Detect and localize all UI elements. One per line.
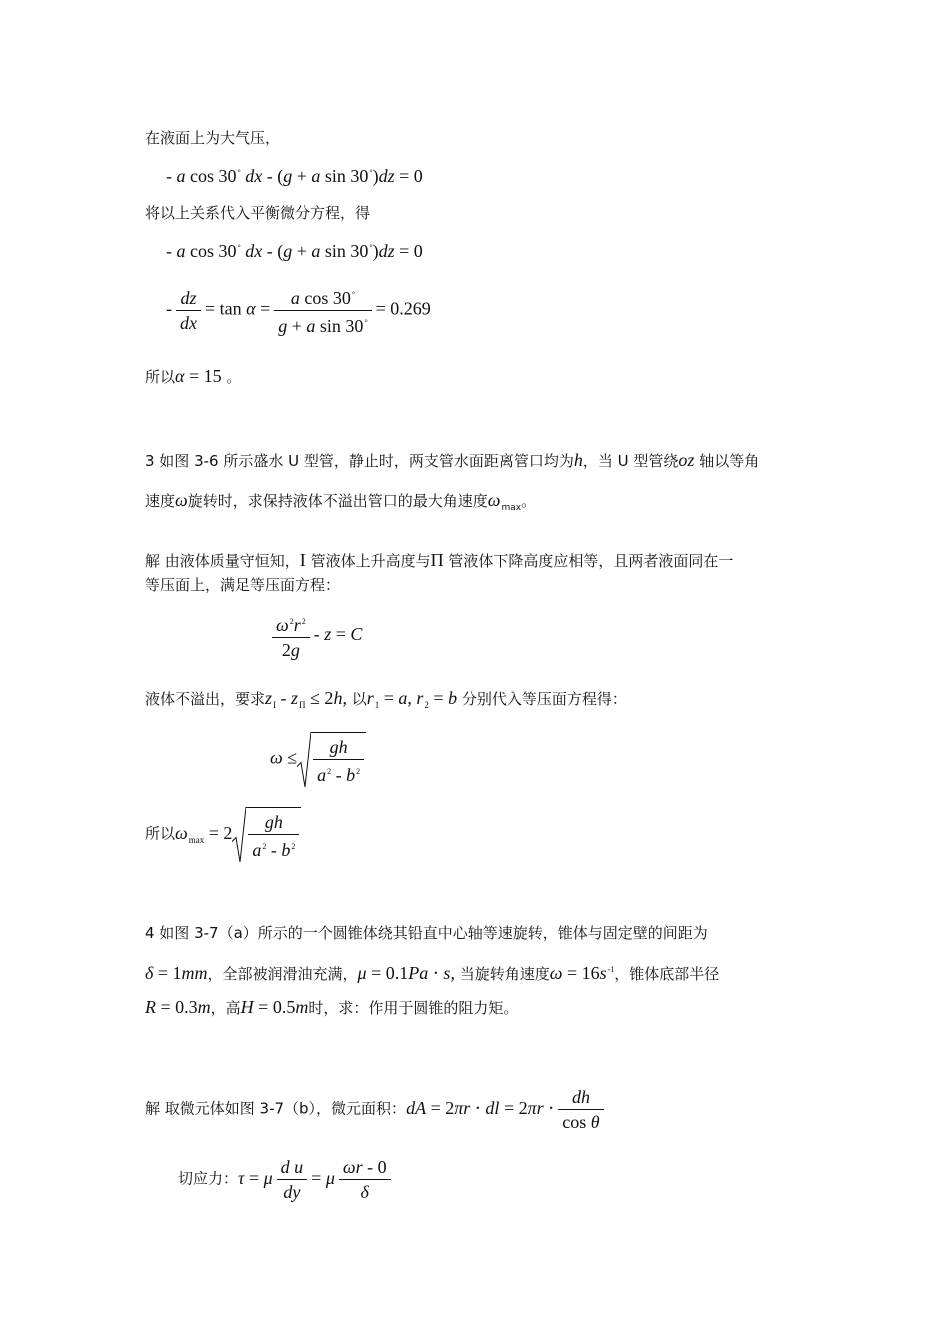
q3-solution-line1: 解 由液体质量守恒知，I 管液体上升高度与Π 管液体下降高度应相等，且两者液面同在一 (145, 550, 734, 570)
equation-2: - a cos 30° dx - (g + a sin 30°)dz = 0 (166, 241, 423, 261)
q4-line3: R = 0.3m，高H = 0.5m时，求：作用于圆锥的阻力矩。 (145, 997, 519, 1017)
inequality-omega: ω ≤ $\frac{gh}{a^2 - b^2}$ (270, 732, 366, 787)
text-substitute: 将以上关系代入平衡微分方程，得 (145, 204, 371, 222)
equation-3: - $\frac{dz}{dx}$ = tan α = $\frac{a \cos 30^\circ}{g + a \sin 30^\circ}$ = 0.269 (166, 283, 431, 338)
q3-line1: 3 如图 3-6 所示盛水 U 型管，静止时，两支管水面距离管口均为h，当 U 型管绕oz 轴以等角 (145, 450, 760, 470)
q3-solution-line3: 液体不溢出，要求$z_I - z_\Pi \le 2h$, 以$r_1 = a$, $r_2 = b$ 分别代入等压面方程得： (145, 688, 627, 710)
equation-1: - a cos 30° dx - (g + a sin 30°)dz = 0 (166, 166, 423, 186)
q3-line2: 速度ω旋转时，求保持液体不溢出管口的最大角速度$\omega_{max}$。 (145, 490, 537, 513)
q3-solution-line2: 等压面上，满足等压面方程： (145, 576, 341, 594)
omega-max-result: 所以$\omega_{max} = 2$ $\frac{gh}{a^2 - b^2}$ (145, 807, 301, 862)
q4-shear-stress: 切应力：τ = μ $\frac{\text{d u}}{dy}$ = μ $\frac{\omega r - 0}{\delta}$ (178, 1155, 395, 1204)
conclusion-alpha: 所以α = 15 。 (145, 366, 242, 386)
q4-solution-area: 解 取微元体如图 3-7（b），微元面积：dA = 2πr ⋅ dl = 2πr ⋅ $\frac{dh}{\text{cos θ}}$ (145, 1085, 608, 1134)
q4-line1: 4 如图 3-7（a）所示的一个圆锥体绕其铅直中心轴等速旋转，锥体与固定壁的间距为 (145, 924, 708, 942)
q4-line2: δ = 1mm，全部被润滑油充满，μ = 0.1Pa ⋅ s, 当旋转角速度$\omega = 16s^{-1}$，锥体底部半径 (145, 963, 720, 983)
equation-isobaric: $\frac{\omega^2r^2}{2g}$ - z = C (268, 610, 362, 662)
text-atmospheric: 在液面上为大气压， (145, 129, 281, 147)
